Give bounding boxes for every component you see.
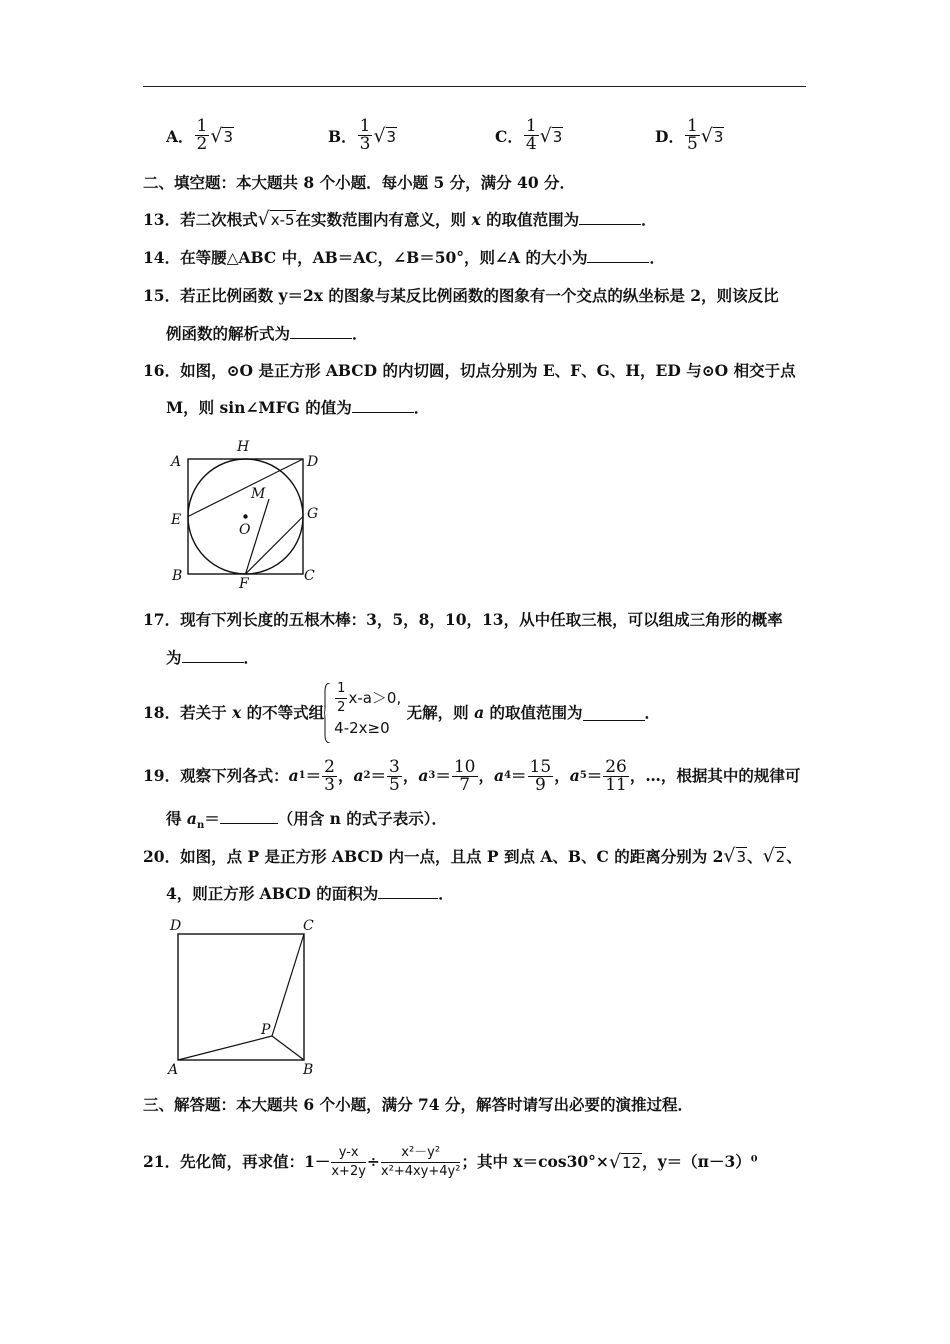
label-c: C [303,918,314,934]
question-14: 14．在等腰△ABC 中，AB＝AC，∠B＝50°，则∠A 的大小为 ． [143,248,665,267]
label-a: A [168,1062,179,1078]
question-17-line-2: 为 ． [166,648,260,667]
question-16-line-2: M，则 sin∠MFG 的值为 ． [166,398,430,417]
label-m: M [251,486,266,502]
question-13: 13．若二次根式√x-5在实数范围内有意义，则 x 的取值范围为 ． [143,208,657,230]
fraction: $\frac{1}{3}$ [359,116,371,154]
question-15-line-2: 例函数的解析式为 ． [166,324,368,343]
radical: √3 [210,124,234,147]
figure-16-square-incircle [165,432,335,592]
question-19-line-1: 19．观察下列各式： a 1 ＝ $\frac{2}{3}$ ， a 2 ＝ $\frac{3}{5}$ ， a 3 ＝ $\frac{10}{7}$ ， a 4 ＝ $\frac{15}{9}$ ， a 5 ＝ $\frac{26}{11}$ ，…，根据其中的规律可 [143,756,801,795]
radical: √3 [539,124,563,147]
label-d: D [170,918,182,934]
label-b: B [303,1062,314,1078]
label-h: H [237,439,250,455]
label-g: G [307,506,319,522]
answer-blank[interactable] [583,706,645,721]
inequality-system: $\frac{1}{2}$ x-a＞0, 4-2x≥0 [324,683,401,743]
figure-20-square-point-p [160,914,330,1079]
radical: √12 [608,1150,642,1173]
option-a[interactable]: A． $\frac{1}{2}$ √3 [166,116,234,154]
label-p: P [261,1022,271,1038]
question-16-line-1: 16．如图，⊙O 是正方形 ABCD 的内切圆，切点分别为 E、F、G、H，ED 与⊙O 相交于点 [143,361,796,380]
radical: √3 [700,124,724,147]
fraction: $\frac{\text{x²－y²}}{\text{x²+4xy+4y²}}$ [380,1144,461,1179]
label-o: O [239,522,251,538]
radical: √x-5 [257,208,295,230]
answer-blank[interactable] [182,648,244,663]
option-c[interactable]: C． $\frac{1}{4}$ √3 [495,116,563,154]
fraction: $\frac{1}{5}$ [686,116,698,154]
brace-icon [324,683,331,743]
answer-blank[interactable] [290,324,352,339]
label-f: F [239,576,249,592]
radical: √3 [373,124,397,147]
answer-blank[interactable] [579,210,641,225]
fraction: $\frac{y-x}{x+2y}$ [331,1144,366,1179]
question-18: 18．若关于 x 的不等式组 $\frac{1}{2}$ x-a＞0, 4-2x≥0 无解，则 a 的取值范围为 ． [143,682,660,744]
answer-blank[interactable] [352,398,414,413]
question-15-line-1: 15．若正比例函数 y＝2x 的图象与某反比例函数的图象有一个交点的纵坐标是 2，则该反比 [143,286,779,305]
section-3-heading: 三、解答题：本大题共 6 个小题，满分 74 分，解答时请写出必要的演推过程． [143,1095,693,1114]
question-19-line-2: 得 $a_n=$ （用含 n 的式子表示）． [166,809,448,832]
radical: √3 [723,845,747,867]
section-2-heading: 二、填空题：本大题共 8 个小题．每小题 5 分，满分 40 分． [143,173,576,192]
option-d[interactable]: D． $\frac{1}{5}$ √3 [655,116,724,154]
question-20-line-1: 20．如图，点 P 是正方形 ABCD 内一点，且点 P 到点 A、B、C 的距离分别为 2√3、√2、 [143,845,802,867]
fraction: $\frac{1}{4}$ [525,116,537,154]
option-b[interactable]: B． $\frac{1}{3}$ √3 [328,116,397,154]
question-20-line-2: 4，则正方形 ABCD 的面积为 ． [166,884,454,903]
radical: √2 [762,845,786,867]
answer-blank[interactable] [587,248,649,263]
label-c: C [304,568,315,584]
header-rule [143,86,806,87]
label-e: E [171,512,182,528]
label-d: D [307,454,319,470]
label-b: B [172,568,183,584]
question-17-line-1: 17．现有下列长度的五根木棒：3，5，8，10，13，从中任取三根，可以组成三角形的概率 [143,610,783,629]
answer-blank[interactable] [378,884,438,899]
question-21: 21．先化简，再求值：1－ $\frac{y-x}{x+2y}$ ÷ $\frac{\text{x²－y²}}{\text{x²+4xy+4y²}}$ ；其中 x＝cos30°× √12 ，y＝（π－3）⁰ [143,1144,758,1179]
answer-blank[interactable] [220,809,278,824]
fraction: $\frac{1}{2}$ [196,116,208,154]
label-a: A [171,454,182,470]
